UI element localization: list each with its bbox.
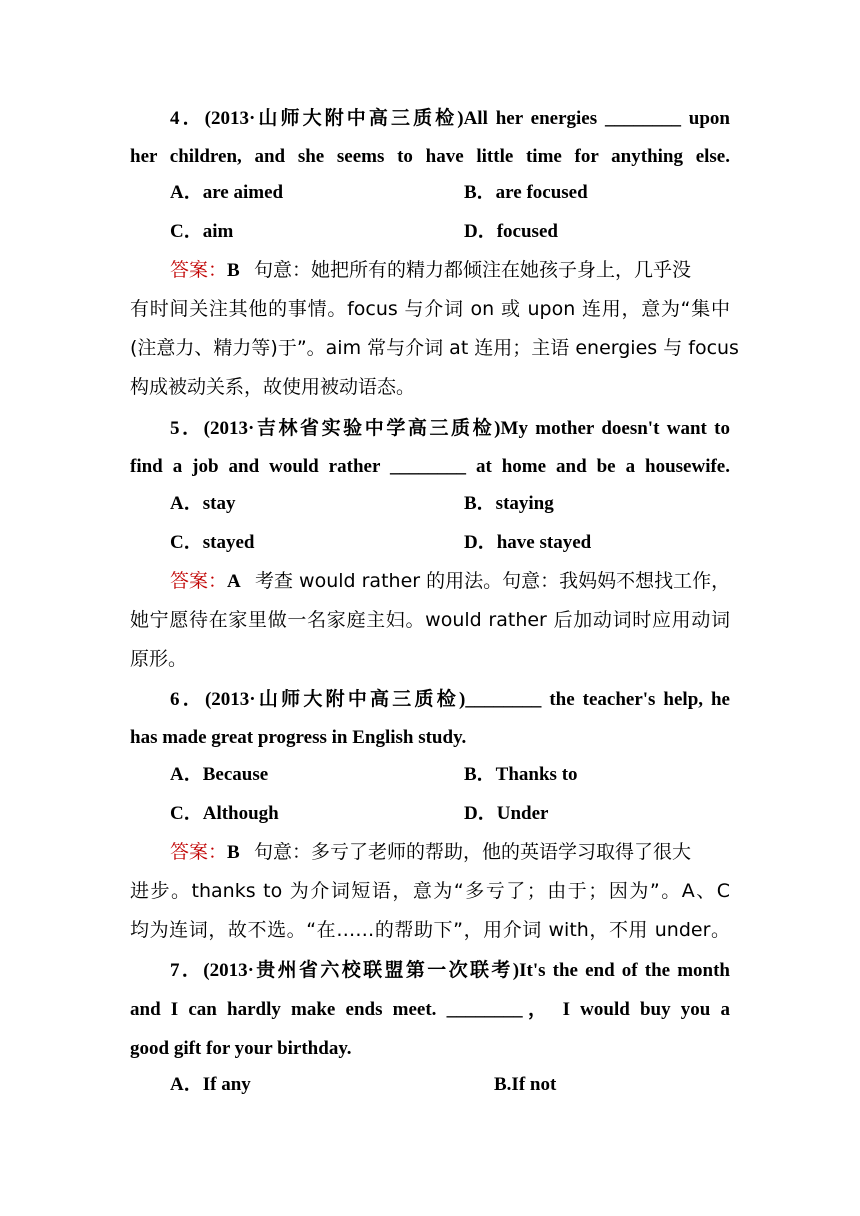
question-6-option-c: C．Although	[170, 803, 279, 824]
question-7-line-2: and I can hardly make ends meet. ________， I would buy you a	[130, 999, 730, 1020]
question-4-option-c: C．aim	[170, 221, 234, 242]
question-6-explanation-2: 进步。thanks to 为介词短语，意为“多亏了；由于；因为”。A、C	[130, 880, 730, 902]
answer-label: 答案：	[170, 841, 228, 863]
answer-letter: B	[227, 842, 240, 863]
question-5-explanation-3: 原形。	[130, 648, 188, 670]
question-6-answer-line	[170, 833, 730, 872]
question-4-option-a: A．are aimed	[170, 182, 284, 203]
explanation-text: 句意：她把所有的精力都倾注在她孩子身上，几乎没	[253, 259, 691, 281]
answer-letter: B	[227, 260, 240, 281]
question-5-option-d: D．have stayed	[464, 532, 592, 553]
question-4-answer-line	[170, 251, 730, 290]
answer-letter: A	[227, 571, 241, 592]
question-4-explanation-4: 构成被动关系，故使用被动语态。	[130, 376, 416, 398]
question-4-explanation-2: 有时间关注其他的事情。focus 与介词 on 或 upon 连用，意为“集中	[130, 298, 730, 320]
question-4-line-1: 4．(2013·山师大附中高三质检)All her energies ________ upon	[170, 108, 730, 129]
question-5-line-2: find a job and would rather ________ at home and be a housewife.	[130, 456, 730, 477]
question-6-option-b: B．Thanks to	[464, 764, 578, 785]
question-5-line-1: 5．(2013·吉林省实验中学高三质检)My mother doesn't want to	[170, 418, 730, 439]
explanation-text: 考查 would rather 的用法。句意：我妈妈不想找工作，	[255, 570, 731, 592]
question-7-line-1: 7．(2013·贵州省六校联盟第一次联考)It's the end of the month	[170, 960, 730, 981]
question-6-option-a: A．Because	[170, 764, 269, 785]
explanation-text: 句意：多亏了老师的帮助，他的英语学习取得了很大	[253, 841, 691, 863]
question-6-line-1: 6．(2013·山师大附中高三质检)________ the teacher's help, he	[170, 689, 730, 710]
question-4-option-d: D．focused	[464, 221, 558, 242]
question-6-explanation-3: 均为连词，故不选。“在……的帮助下”，用介词 with，不用 under。	[130, 919, 730, 941]
question-7-line-3: good gift for your birthday.	[130, 1038, 352, 1059]
question-6-option-d: D．Under	[464, 803, 549, 824]
question-5-option-c: C．stayed	[170, 532, 255, 553]
question-6-line-2: has made great progress in English study.	[130, 727, 467, 748]
question-5-answer-line	[170, 562, 730, 601]
answer-label: 答案：	[170, 259, 228, 281]
question-4-option-b: B．are focused	[464, 182, 588, 203]
question-4-line-2: her children, and she seems to have little time for anything else.	[130, 146, 730, 167]
question-5-option-b: B．staying	[464, 493, 554, 514]
question-7-option-a: A．If any	[170, 1074, 251, 1095]
question-7-option-b: B.If not	[494, 1074, 557, 1095]
question-5-option-a: A．stay	[170, 493, 236, 514]
question-5-explanation-2: 她宁愿待在家里做一名家庭主妇。would rather 后加动词时应用动词	[130, 609, 730, 631]
answer-label: 答案：	[170, 570, 228, 592]
question-4-explanation-3: (注意力、精力等)于”。aim 常与介词 at 连用；主语 energies 与 focus	[130, 337, 739, 359]
